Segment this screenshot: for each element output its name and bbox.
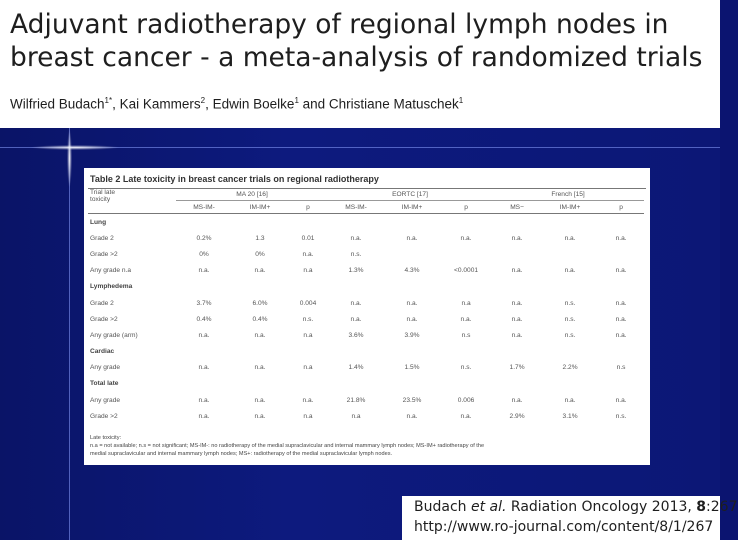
table-row bbox=[88, 230, 644, 246]
subheader-cell: MS− bbox=[492, 201, 542, 214]
citation-etal: et al. bbox=[470, 499, 507, 515]
table-cell bbox=[492, 246, 542, 262]
table-cell: 1.7% bbox=[509, 364, 525, 372]
table-cell: 1.4% bbox=[348, 364, 364, 372]
table-cell bbox=[598, 246, 644, 262]
table-cell: 1.3% bbox=[348, 267, 364, 275]
citation-journal: Radiation Oncology bbox=[506, 499, 648, 515]
row-label: Any grade (arm) bbox=[90, 331, 138, 339]
table-cell bbox=[542, 376, 598, 392]
table-cell: 23.5% bbox=[402, 396, 422, 404]
title-line-2: breast cancer - a meta-analysis of randomized trials bbox=[10, 42, 703, 73]
table-image-panel bbox=[84, 168, 650, 465]
table-cell: n.a. bbox=[406, 234, 418, 242]
table-cell: 1.3 bbox=[255, 234, 265, 242]
citation-authors: Budach bbox=[414, 499, 471, 515]
table-cell bbox=[288, 214, 328, 231]
author-affiliation: 1 bbox=[294, 96, 299, 105]
table-cell bbox=[492, 279, 542, 295]
table-cell: 4.3% bbox=[404, 267, 420, 275]
table-cell: n.a. bbox=[564, 234, 576, 242]
table-cell: 3.1% bbox=[562, 412, 578, 420]
subheader-cell: IM-IM+ bbox=[542, 201, 598, 214]
table-cell: n.a. bbox=[302, 250, 314, 258]
subheader-cell: p bbox=[598, 201, 644, 214]
row-label: Grade >2 bbox=[90, 412, 118, 420]
table-cell: n.a. bbox=[254, 331, 266, 339]
table-cell bbox=[176, 279, 232, 295]
header-trial-french: French [15] bbox=[492, 189, 644, 201]
table-cell bbox=[440, 246, 492, 262]
table-cell: n.s. bbox=[564, 331, 576, 339]
table-cell: n.a. bbox=[406, 299, 418, 307]
table-cell: n.a. bbox=[615, 331, 627, 339]
table-cell: n.a. bbox=[198, 331, 210, 339]
author-and: and bbox=[298, 96, 329, 112]
table-cell: n.a. bbox=[198, 364, 210, 372]
header-trial-line1: Trial late bbox=[90, 189, 116, 196]
table-cell: 2.2% bbox=[562, 364, 578, 372]
table-cell: n.a. bbox=[350, 234, 362, 242]
table-cell: n.a bbox=[461, 299, 471, 307]
table-cell bbox=[542, 344, 598, 360]
table-cell bbox=[288, 376, 328, 392]
author-affiliation: 1* bbox=[104, 96, 113, 105]
table-cell bbox=[384, 246, 440, 262]
table-cell: n.a. bbox=[254, 412, 266, 420]
table-cell bbox=[492, 344, 542, 360]
table-cell: 0.01 bbox=[301, 234, 315, 242]
footnote-line-1: n.a = not available; n.s = not significant; MS-IM-: no radiotherapy of the medial supraclavicular and internal mammary lymph nodes; MS-IM+ radiotherapy of the bbox=[90, 443, 485, 449]
table-cell: 6.0% bbox=[252, 299, 268, 307]
table-cell: n.a bbox=[303, 364, 313, 372]
header-trial-ma20: MA 20 [16] bbox=[176, 189, 328, 201]
author-name: Kai Kammers bbox=[119, 96, 201, 112]
table-cell bbox=[328, 376, 384, 392]
author-name: Edwin Boelke bbox=[212, 96, 295, 112]
table-cell: n.s bbox=[616, 364, 626, 372]
table-cell: n.a. bbox=[615, 299, 627, 307]
table-row bbox=[88, 392, 644, 408]
table-cell bbox=[384, 376, 440, 392]
table-row bbox=[88, 408, 644, 424]
author-affiliation: 2 bbox=[200, 96, 206, 105]
table-cell: n.a. bbox=[615, 234, 627, 242]
table-group-row bbox=[88, 214, 644, 231]
table-cell: 0.006 bbox=[457, 396, 475, 404]
row-label: Any grade bbox=[90, 364, 121, 372]
table-cell: 0.4% bbox=[252, 315, 268, 323]
table-caption: Table 2 Late toxicity in breast cancer trials on regional radiotherapy bbox=[90, 174, 379, 184]
table-cell bbox=[598, 376, 644, 392]
row-label: Any grade bbox=[90, 396, 121, 404]
table-cell: n.a. bbox=[302, 396, 314, 404]
group-label: Total late bbox=[90, 380, 119, 388]
table-cell bbox=[598, 279, 644, 295]
toxicity-table bbox=[88, 189, 644, 424]
row-label: Grade 2 bbox=[90, 234, 114, 242]
table-cell bbox=[440, 214, 492, 231]
table-cell: 0% bbox=[255, 250, 265, 258]
table-cell: n.s. bbox=[350, 250, 362, 258]
subheader-cell: IM-IM+ bbox=[232, 201, 288, 214]
table-cell: n.a. bbox=[198, 412, 210, 420]
table-cell: n.s bbox=[461, 331, 471, 339]
table-cell: n.a bbox=[351, 412, 361, 420]
table-cell bbox=[384, 279, 440, 295]
header-trial-eortc: EORTC [17] bbox=[328, 189, 492, 201]
table-cell: n.a. bbox=[350, 315, 362, 323]
table-cell bbox=[176, 214, 232, 231]
table-cell: n.a. bbox=[254, 364, 266, 372]
table-cell bbox=[328, 344, 384, 360]
row-label: Any grade n.a bbox=[90, 267, 132, 275]
table-group-row bbox=[88, 279, 644, 295]
table-cell bbox=[598, 214, 644, 231]
table-row bbox=[88, 246, 644, 262]
table-footnote bbox=[90, 434, 646, 458]
table-cell bbox=[176, 376, 232, 392]
table-cell: 2.9% bbox=[509, 412, 525, 420]
table-cell: n.a. bbox=[254, 396, 266, 404]
title-line-1: Adjuvant radiotherapy of regional lymph nodes in bbox=[10, 9, 669, 40]
table-cell bbox=[440, 279, 492, 295]
table-cell: n.a. bbox=[511, 234, 523, 242]
table-cell bbox=[328, 279, 384, 295]
table-cell bbox=[288, 279, 328, 295]
table-cell: n.s. bbox=[564, 299, 576, 307]
table-cell: n.a. bbox=[615, 315, 627, 323]
group-label: Cardiac bbox=[90, 348, 115, 356]
decorative-vertical-line bbox=[69, 128, 70, 540]
author-name: Christiane Matuschek bbox=[328, 96, 459, 112]
table-cell bbox=[492, 376, 542, 392]
table-cell: 0.004 bbox=[299, 299, 317, 307]
citation-box bbox=[402, 496, 738, 540]
table-cell bbox=[176, 344, 232, 360]
table-cell bbox=[328, 214, 384, 231]
table-cell: 1.5% bbox=[404, 364, 420, 372]
table-cell bbox=[384, 214, 440, 231]
table-cell: n.a. bbox=[198, 267, 210, 275]
table-row bbox=[88, 360, 644, 376]
header-trial-toxicity bbox=[88, 189, 176, 214]
table-cell: n.a bbox=[303, 331, 313, 339]
table-cell: n.a. bbox=[511, 315, 523, 323]
table-cell: 0.4% bbox=[196, 315, 212, 323]
citation-reference bbox=[414, 499, 738, 515]
row-label: Grade >2 bbox=[90, 250, 118, 258]
table-cell: n.a bbox=[303, 267, 313, 275]
table-group-row bbox=[88, 376, 644, 392]
citation-pages: :267 bbox=[706, 499, 738, 515]
table-cell: n.a bbox=[303, 412, 313, 420]
table-body bbox=[88, 214, 644, 425]
table-cell bbox=[232, 344, 288, 360]
table-row bbox=[88, 311, 644, 327]
subheader-cell: p bbox=[440, 201, 492, 214]
author-separator: , bbox=[112, 96, 120, 112]
table-cell: n.a. bbox=[615, 396, 627, 404]
table-cell bbox=[232, 279, 288, 295]
table-cell: n.a. bbox=[511, 331, 523, 339]
author-affiliation: 1 bbox=[458, 96, 464, 105]
slide-header bbox=[0, 0, 720, 128]
table-cell bbox=[384, 344, 440, 360]
table-cell: n.a. bbox=[460, 315, 472, 323]
row-label: Grade >2 bbox=[90, 315, 118, 323]
footnote-line-2: medial supraclavicular and internal mammary lymph nodes; MS+: radiotherapy of the medial supraclavicular lymph nodes. bbox=[90, 451, 393, 457]
table-cell: n.a. bbox=[460, 234, 472, 242]
row-label: Grade 2 bbox=[90, 299, 114, 307]
table-cell: n.a. bbox=[511, 267, 523, 275]
table-cell: n.a. bbox=[564, 267, 576, 275]
table-row bbox=[88, 327, 644, 343]
table-row bbox=[88, 295, 644, 311]
table-cell: 3.6% bbox=[348, 331, 364, 339]
table-cell: n.s. bbox=[615, 412, 627, 420]
header-trial-line2: toxicity bbox=[90, 196, 111, 203]
table-cell bbox=[492, 214, 542, 231]
table-cell: n.a. bbox=[615, 267, 627, 275]
subheader-cell: MS-IM- bbox=[176, 201, 232, 214]
table-cell: n.a. bbox=[511, 299, 523, 307]
author-name: Wilfried Budach bbox=[10, 96, 105, 112]
slide-title bbox=[10, 8, 702, 74]
table-group-row bbox=[88, 344, 644, 360]
table-cell: n.a. bbox=[254, 267, 266, 275]
table-cell: n.a. bbox=[511, 396, 523, 404]
table-cell: n.a. bbox=[406, 315, 418, 323]
table-cell bbox=[542, 279, 598, 295]
table-cell bbox=[598, 344, 644, 360]
table-cell bbox=[542, 246, 598, 262]
group-label: Lung bbox=[90, 218, 107, 226]
table-cell: n.a. bbox=[198, 396, 210, 404]
subheader-cell: IM-IM+ bbox=[384, 201, 440, 214]
table-row bbox=[88, 263, 644, 279]
citation-volume: 8 bbox=[696, 499, 707, 515]
table-cell: n.s. bbox=[460, 364, 472, 372]
table-cell: 3.9% bbox=[404, 331, 420, 339]
subheader-cell: MS-IM- bbox=[328, 201, 384, 214]
author-list bbox=[10, 96, 463, 112]
table-cell bbox=[542, 214, 598, 231]
table-cell bbox=[232, 214, 288, 231]
table-cell: n.a. bbox=[350, 299, 362, 307]
table-cell bbox=[232, 376, 288, 392]
table-cell bbox=[440, 344, 492, 360]
author-separator: , bbox=[205, 96, 213, 112]
table-cell bbox=[288, 344, 328, 360]
decorative-glow-vertical bbox=[67, 128, 72, 188]
table-cell: <0.0001 bbox=[454, 267, 479, 275]
table-cell: n.s. bbox=[302, 315, 314, 323]
group-label: Lymphedema bbox=[90, 283, 133, 291]
table-cell: n.a. bbox=[406, 412, 418, 420]
subheader-cell: p bbox=[288, 201, 328, 214]
decorative-glow-horizontal bbox=[30, 145, 120, 150]
table-cell: n.s. bbox=[564, 315, 576, 323]
citation-url: http://www.ro-journal.com/content/8/1/267 bbox=[414, 519, 714, 535]
table-cell: 0% bbox=[199, 250, 209, 258]
table-cell: 3.7% bbox=[196, 299, 212, 307]
citation-year: 2013, bbox=[647, 499, 697, 515]
footnote-title: Late toxicity: bbox=[90, 435, 122, 441]
table-cell: 0.2% bbox=[196, 234, 212, 242]
table-cell: 21.8% bbox=[346, 396, 366, 404]
table-cell: n.a. bbox=[564, 396, 576, 404]
table-cell: n.a. bbox=[460, 412, 472, 420]
table-cell bbox=[440, 376, 492, 392]
